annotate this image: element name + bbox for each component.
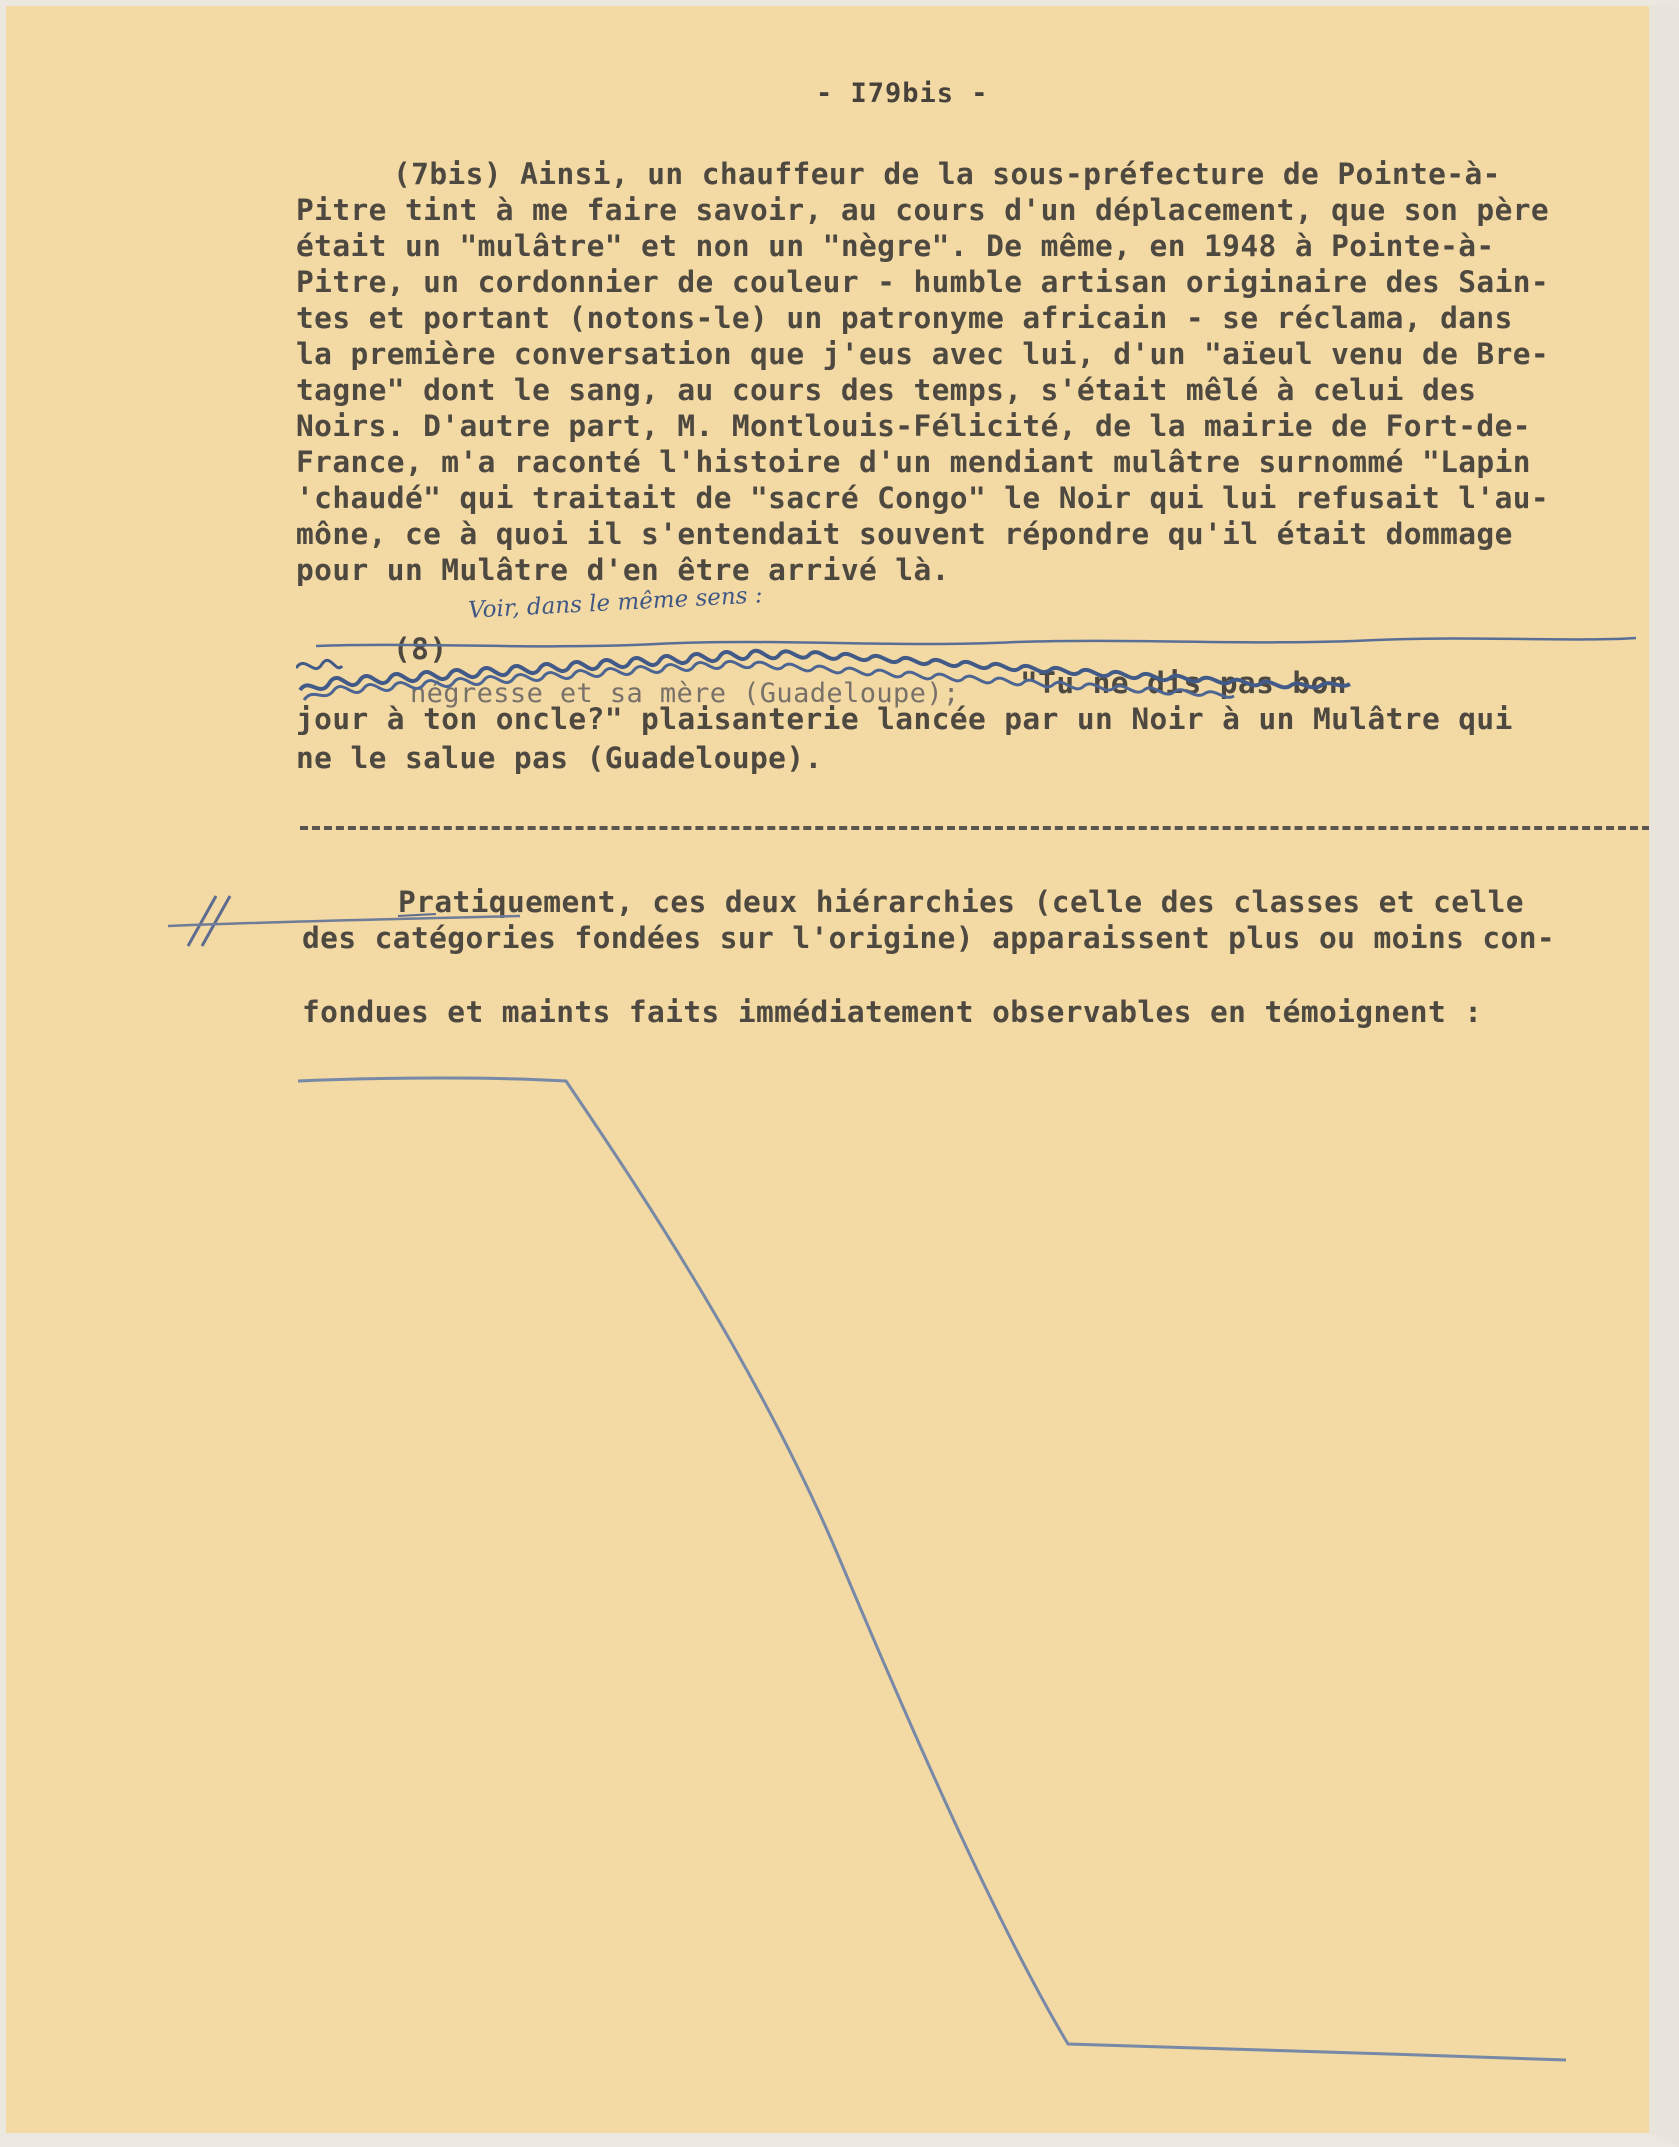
- body-line: des catégories fondées sur l'origine) apparaissent plus ou moins con-: [302, 921, 1556, 955]
- footnote-line: tes et portant (notons-le) un patronyme africain - se réclama, dans: [296, 301, 1513, 335]
- margin-mark-slash: [202, 896, 230, 946]
- footnote-line: Noirs. D'autre part, M. Montlouis-Félicité, de la mairie de Fort-de-: [296, 409, 1531, 443]
- footnote-line: France, m'a raconté l'histoire d'un mendiant mulâtre surnommé "Lapin: [296, 445, 1531, 479]
- footnote-line: Pitre tint à me faire savoir, au cours d'un déplacement, que son père: [296, 193, 1550, 227]
- footnote-line: tagne" dont le sang, au cours des temps, s'était mêlé à celui des: [296, 373, 1477, 407]
- footnote-line: était un "mulâtre" et non un "nègre". De même, en 1948 à Pointe-à-: [296, 229, 1495, 263]
- body-line: Pratiquement, ces deux hiérarchies (celle des classes et celle: [398, 885, 1524, 919]
- footnote-line: 'chaudé" qui traitait de "sacré Congo" le Noir qui lui refusait l'au-: [296, 481, 1550, 515]
- margin-mark-slash: [188, 896, 216, 946]
- footnote-marker: (8): [393, 632, 448, 666]
- struck-text: négresse et sa mère (Guadeloupe);: [410, 678, 960, 709]
- footnote-line: Pitre, un cordonnier de couleur - humble artisan originaire des Sain-: [296, 265, 1550, 299]
- footnote-line: la première conversation que j'eus avec lui, d'un "aïeul venu de Bre-: [296, 337, 1550, 371]
- footnote-line: pour un Mulâtre d'en être arrivé là.: [296, 553, 950, 587]
- body-line: fondues et maints faits immédiatement observables en témoignent :: [302, 995, 1483, 1029]
- footnote-line: mône, ce à quoi il s'entendait souvent répondre qu'il était dommage: [296, 517, 1513, 551]
- footnote-line: jour à ton oncle?" plaisanterie lancée par un Noir à un Mulâtre qui: [296, 702, 1513, 736]
- handwritten-insertion: Voir, dans le même sens :: [467, 582, 764, 624]
- section-divider: [300, 826, 1650, 830]
- deletion-line: [298, 1078, 1566, 2060]
- scribble-strikeout: [296, 624, 1646, 706]
- footnote-line: ne le salue pas (Guadeloupe).: [296, 741, 823, 775]
- footnote-line: (7bis) Ainsi, un chauffeur de la sous-préfecture de Pointe-à-: [393, 157, 1501, 191]
- page-number: - I79bis -: [816, 78, 989, 109]
- footnote-line: "Tu ne dis pas bon: [1020, 666, 1347, 700]
